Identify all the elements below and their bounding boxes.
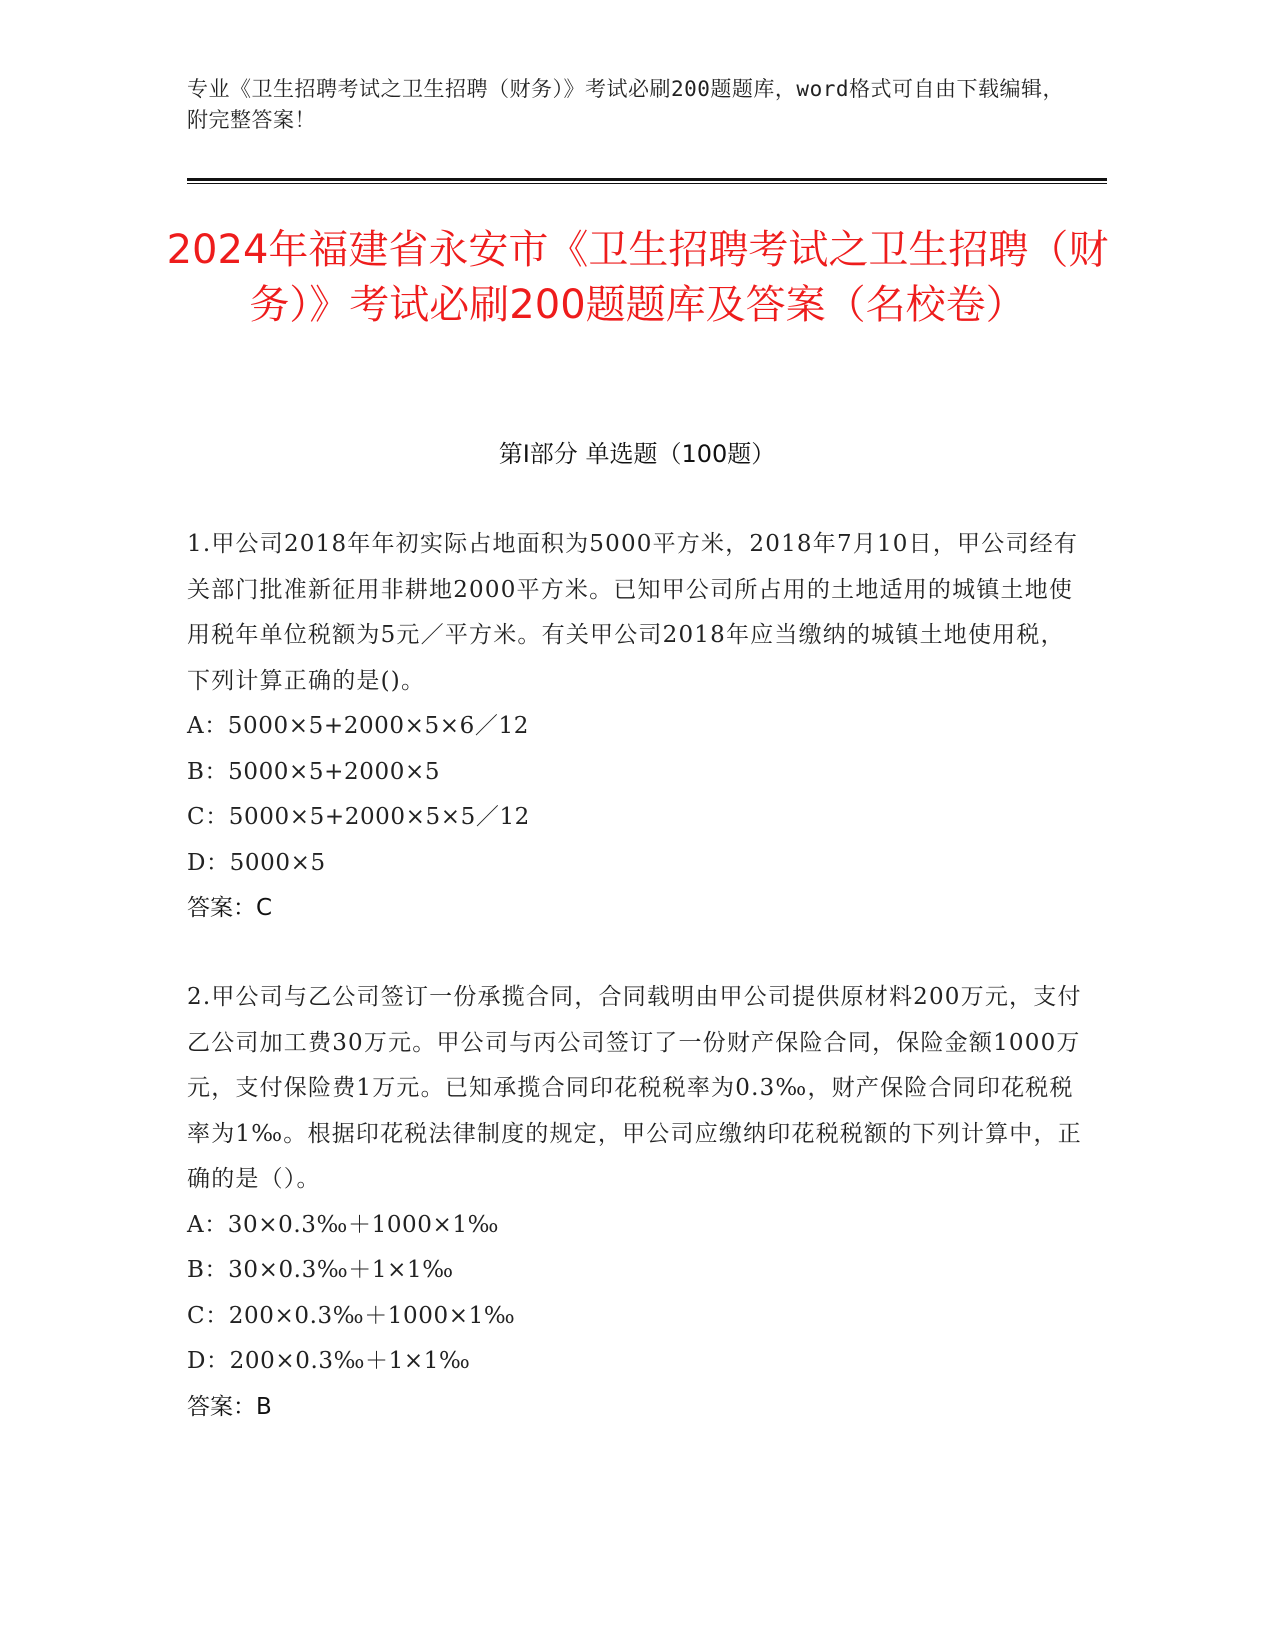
option-d: D：200×0.3‰＋1×1‰: [187, 1348, 471, 1374]
question-1: [187, 522, 1087, 932]
question-stem: 2.甲公司与乙公司签订一份承揽合同，合同载明由甲公司提供原材料200万元，支付乙公司加工费30万元。甲公司与丙公司签订了一份财产保险合同，保险金额1000万元，支付保险费1万元。已知承揽合同印花税税率为0.3‰，财产保险合同印花税税率为1‰。根据印花税法律制度的规定，甲公司应缴纳印花税税额的下列计算中，正确的是（）。: [187, 984, 1082, 1192]
option-a: A：5000×5+2000×5×6／12: [187, 713, 529, 739]
answer-line: 答案：B: [187, 1393, 272, 1420]
option-c: C：5000×5+2000×5×5／12: [187, 804, 530, 830]
section-heading: 第Ⅰ部分 单选题（100题）: [498, 440, 776, 468]
header-divider-thin: [187, 183, 1107, 184]
question-stem: 1.甲公司2018年年初实际占地面积为5000平方米，2018年7月10日，甲公司经有关部门批准新征用非耕地2000平方米。已知甲公司所占用的土地适用的城镇土地使用税年单位税额为5元／平方米。有关甲公司2018年应当缴纳的城镇土地使用税，下列计算正确的是()。: [187, 531, 1079, 694]
question-2: [187, 975, 1087, 1430]
option-d: D：5000×5: [187, 849, 326, 876]
option-a: A：30×0.3‰＋1000×1‰: [187, 1211, 500, 1238]
option-c: C：200×0.3‰＋1000×1‰: [187, 1302, 516, 1329]
header-note: 专业《卫生招聘考试之卫生招聘（财务）》考试必刷200题题库，word格式可自由下载编辑，附完整答案！: [187, 77, 1064, 132]
option-b: B：5000×5+2000×5: [187, 758, 441, 785]
document-title: 2024年福建省永安市《卫生招聘考试之卫生招聘（财务）》考试必刷200题题库及答案（名校卷）: [166, 227, 1109, 328]
header-divider: [187, 178, 1107, 181]
option-b: B：30×0.3‰＋1×1‰: [187, 1257, 454, 1283]
answer-line: 答案：C: [187, 895, 273, 921]
